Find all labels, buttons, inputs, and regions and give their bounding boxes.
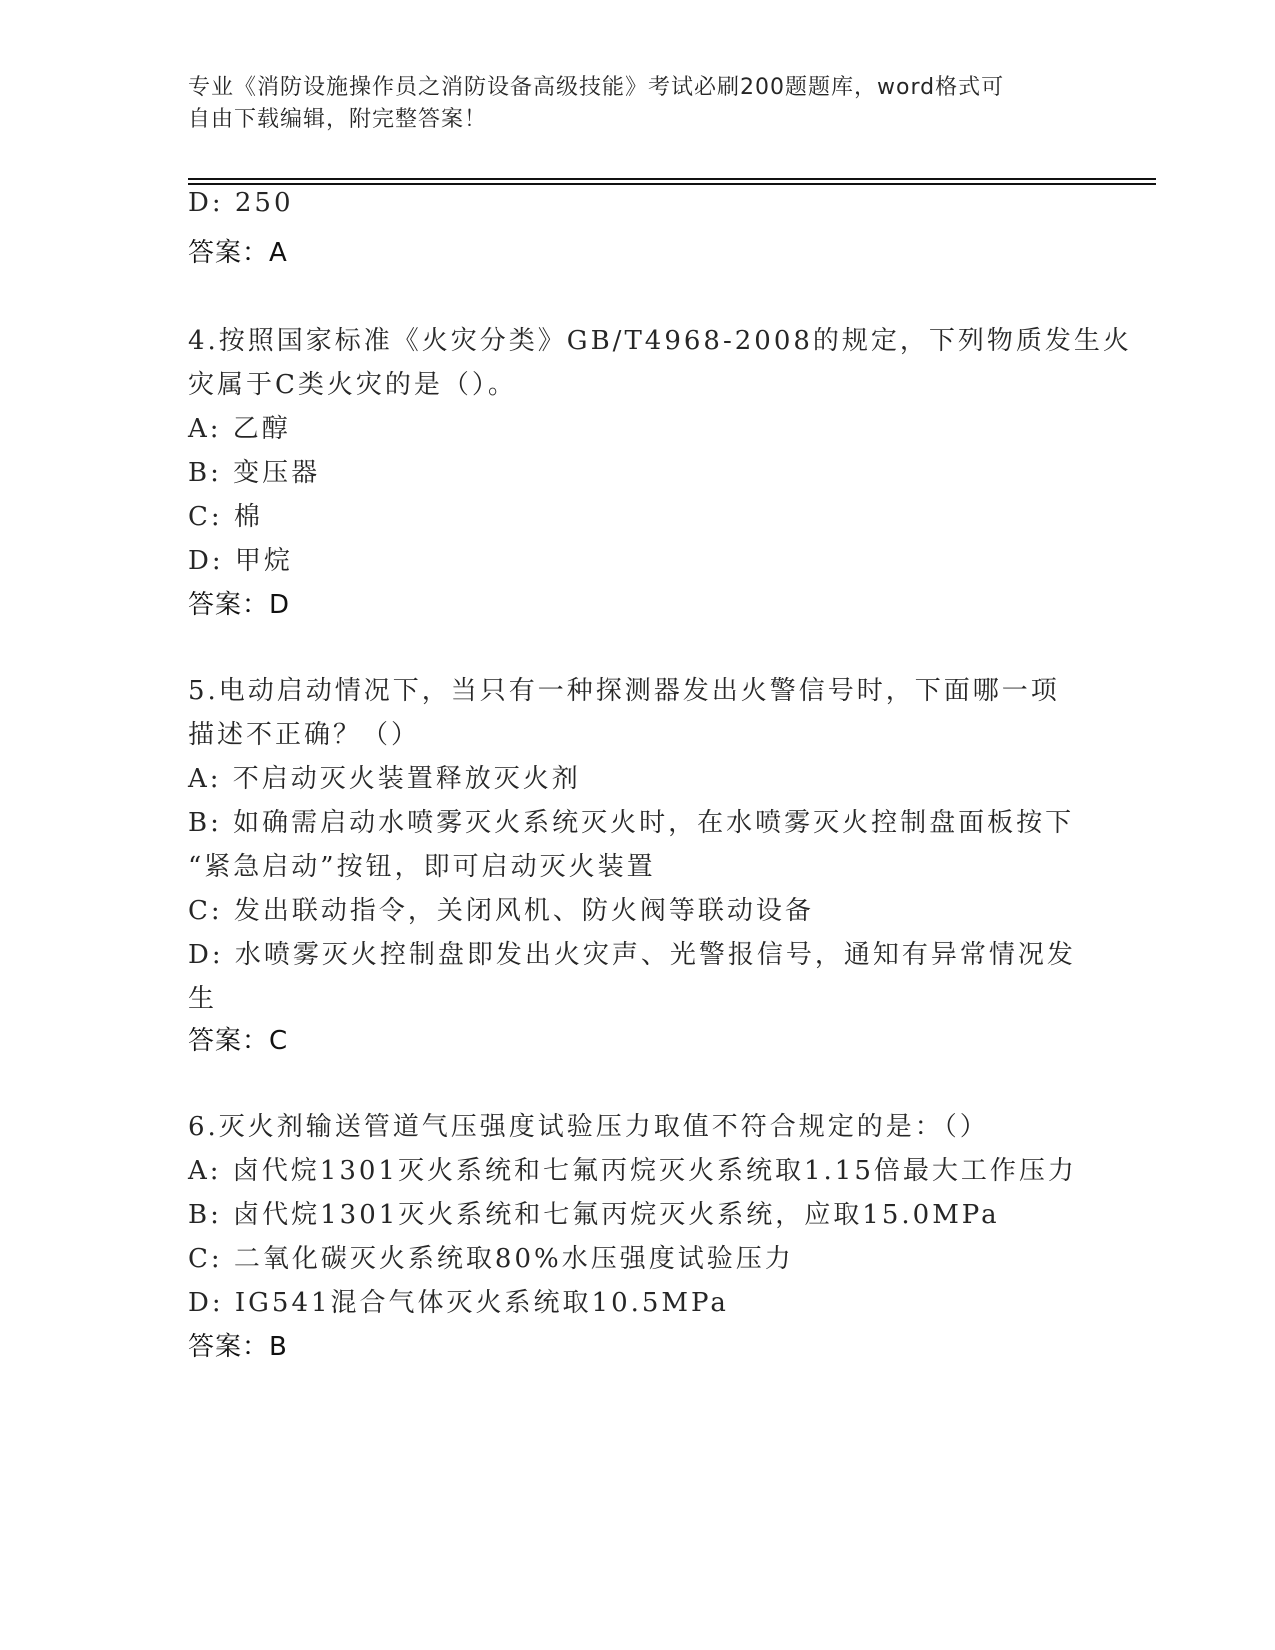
header-divider-bottom bbox=[188, 183, 1156, 185]
q5-option-b-line-1: B: 如确需启动水喷雾灭火系统灭火时，在水喷雾灭火控制盘面板按下 bbox=[188, 808, 1075, 838]
q3-answer: 答案：A bbox=[188, 238, 288, 268]
q5-option-d-line-2: 生 bbox=[188, 984, 218, 1014]
q4-stem-line-1: 4.按照国家标准《火灾分类》GB/T4968-2008的规定，下列物质发生火 bbox=[188, 326, 1132, 356]
header-line-2: 自由下载编辑，附完整答案！ bbox=[188, 107, 488, 132]
header-line-1: 专业《消防设施操作员之消防设备高级技能》考试必刷200题题库，word格式可 bbox=[188, 75, 1005, 100]
q4-option-a: A: 乙醇 bbox=[188, 414, 291, 444]
q5-answer: 答案：C bbox=[188, 1026, 289, 1056]
q6-answer: 答案：B bbox=[188, 1332, 288, 1362]
q6-option-d: D: IG541混合气体灭火系统取10.5MPa bbox=[188, 1288, 729, 1318]
q6-stem-line-1: 6.灭火剂输送管道气压强度试验压力取值不符合规定的是：（） bbox=[188, 1112, 989, 1142]
q6-option-a: A: 卤代烷1301灭火系统和七氟丙烷灭火系统取1.15倍最大工作压力 bbox=[188, 1156, 1077, 1186]
q6-option-b: B: 卤代烷1301灭火系统和七氟丙烷灭火系统，应取15.0MPa bbox=[188, 1200, 1000, 1230]
q5-option-c: C: 发出联动指令，关闭风机、防火阀等联动设备 bbox=[188, 896, 814, 926]
document-header bbox=[188, 72, 1088, 136]
q6-option-c: C: 二氧化碳灭火系统取80%水压强度试验压力 bbox=[188, 1244, 794, 1274]
q5-option-a: A: 不启动灭火装置释放灭火剂 bbox=[188, 764, 581, 794]
q5-option-d-line-1: D: 水喷雾灭火控制盘即发出火灾声、光警报信号，通知有异常情况发 bbox=[188, 940, 1076, 970]
q3-option-d: D: 250 bbox=[188, 188, 294, 218]
q4-stem-line-2: 灾属于C类火灾的是（）。 bbox=[188, 370, 517, 400]
q4-option-c: C: 棉 bbox=[188, 502, 263, 532]
q4-option-d: D: 甲烷 bbox=[188, 546, 293, 576]
q5-stem-line-1: 5.电动启动情况下，当只有一种探测器发出火警信号时，下面哪一项 bbox=[188, 676, 1060, 706]
q4-answer: 答案：D bbox=[188, 590, 291, 620]
q4-option-b: B: 变压器 bbox=[188, 458, 321, 488]
header-divider-top bbox=[188, 178, 1156, 180]
q5-option-b-line-2: “紧急启动”按钮，即可启动灭火装置 bbox=[188, 852, 656, 882]
q5-stem-line-2: 描述不正确？（） bbox=[188, 720, 421, 750]
